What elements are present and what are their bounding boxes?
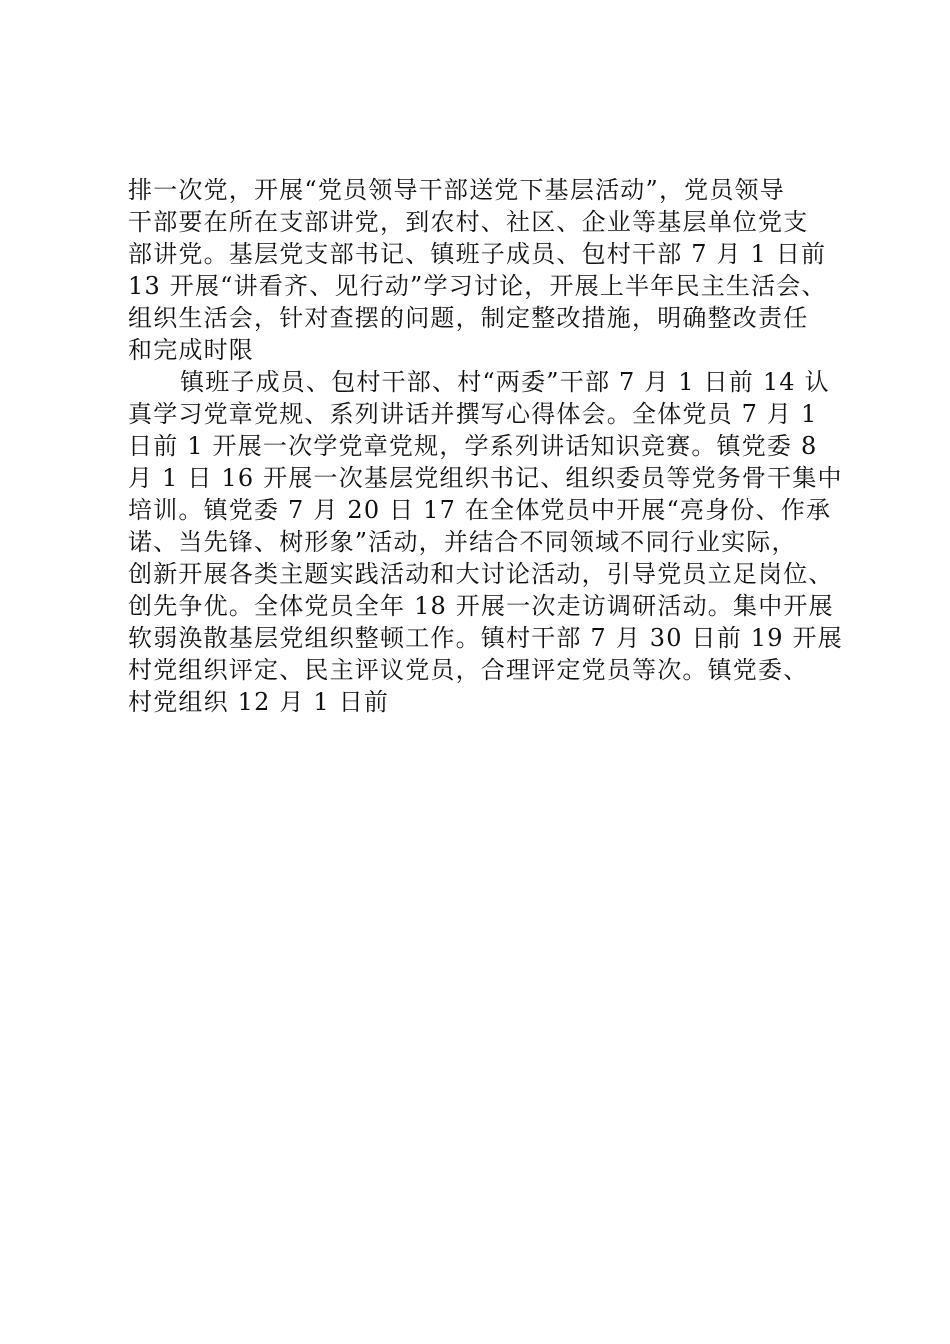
text-line: 真学习党章党规、系列讲话并撰写心得体会。全体党员 7 月 1 <box>128 400 818 428</box>
text-line: 干部要在所在支部讲党，到农村、社区、企业等基层单位党支 <box>128 208 809 236</box>
text-line: 组织生活会，针对查摆的问题，制定整改措施，明确整改责任 <box>128 304 809 332</box>
text-line: 村党组织评定、民主评议党员，合理评定党员等次。镇党委、 <box>128 656 809 684</box>
text-line: 软弱涣散基层党组织整顿工作。镇村干部 7 月 30 日前 19 开展 <box>128 624 843 652</box>
text-line: 和完成时限 <box>128 336 254 364</box>
text-line: 部讲党。基层党支部书记、镇班子成员、包村干部 7 月 1 日前 <box>128 240 827 268</box>
paragraph-start-line: 镇班子成员、包村干部、村“两委”干部 7 月 1 日前 14 认 <box>180 368 830 396</box>
text-line: 13 开展“讲看齐、见行动”学习讨论，开展上半年民主生活会、 <box>128 272 827 300</box>
text-line: 日前 1 开展一次学党章党规，学系列讲话知识竞赛。镇党委 8 <box>128 432 818 460</box>
text-line: 排一次党，开展“党员领导干部送党下基层活动”，党员领导 <box>128 176 785 204</box>
text-line: 诺、当先锋、树形象”活动，并结合不同领域不同行业实际， <box>128 528 797 556</box>
text-line: 创新开展各类主题实践活动和大讨论活动，引导党员立足岗位、 <box>128 560 834 588</box>
body-text <box>128 174 843 718</box>
text-line: 培训。镇党委 7 月 20 日 17 在全体党员中开展“亮身份、作承 <box>128 496 832 524</box>
text-line: 村党组织 12 月 1 日前 <box>128 688 390 716</box>
text-line: 创先争优。全体党员全年 18 开展一次走访调研活动。集中开展 <box>128 592 834 620</box>
text-line: 月 1 日 16 开展一次基层党组织书记、组织委员等党务骨干集中 <box>128 464 843 492</box>
